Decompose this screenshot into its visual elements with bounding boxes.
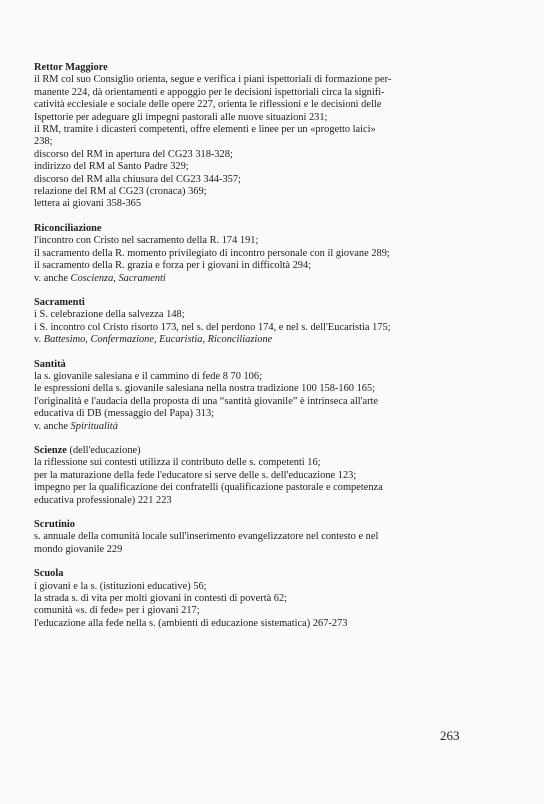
entry-line: Ispettorie per adeguare gli impegni pastorali alle nuove situazioni 231; bbox=[34, 111, 328, 123]
page-number: 263 bbox=[440, 728, 460, 743]
see-also-prefix: v. anche bbox=[34, 272, 71, 284]
index-page bbox=[34, 62, 512, 642]
index-entry-riconciliazione bbox=[34, 223, 512, 285]
entry-heading: Sacramenti bbox=[34, 296, 85, 308]
entry-line: l'incontro con Cristo nel sacramento della R. 174 191; bbox=[34, 235, 259, 247]
entry-line: 238; bbox=[34, 136, 53, 148]
entry-line: impegno per la qualificazione dei confratelli (qualificazione pastorale e competenza bbox=[34, 482, 383, 494]
entry-line: educativa professionale) 221 223 bbox=[34, 494, 172, 506]
entry-line: i giovani e la s. (istituzioni educative) 56; bbox=[34, 580, 207, 592]
entry-line: le espressioni della s. giovanile salesiana nella nostra tradizione 100 158-160 165; bbox=[34, 383, 376, 395]
index-entry-sacramenti bbox=[34, 297, 512, 347]
index-entry-rettor-maggiore bbox=[34, 62, 512, 211]
entry-heading: Scrutinio bbox=[34, 519, 75, 530]
see-also-refs: Spiritualità bbox=[70, 420, 118, 432]
entry-heading: Scienze bbox=[34, 444, 67, 456]
entry-line: discorso del RM in apertura del CG23 318-328; bbox=[34, 148, 233, 160]
entry-line: relazione del RM al CG23 (cronaca) 369; bbox=[34, 186, 207, 198]
entry-heading-qualifier: (dell'educazione) bbox=[66, 444, 141, 456]
entry-heading: Scuola bbox=[34, 568, 64, 580]
see-also-prefix: v. bbox=[34, 334, 44, 346]
entry-line: lettera ai giovani 358-365 bbox=[34, 198, 142, 210]
entry-heading: Santità bbox=[34, 358, 66, 370]
entry-heading: Rettor Maggiore bbox=[34, 62, 108, 73]
see-also-refs: Coscienza, Sacramenti bbox=[70, 272, 166, 284]
entry-line: indirizzo del RM al Santo Padre 329; bbox=[34, 161, 189, 173]
entry-line: il RM col suo Consiglio orienta, segue e verifica i piani ispettoriali di formazione per- bbox=[34, 74, 392, 86]
entry-line: per la maturazione della fede l'educatore si serve delle s. dell'educazione 123; bbox=[34, 469, 357, 481]
entry-line: l'educazione alla fede nella s. (ambienti di educazione sistematica) 267-273 bbox=[34, 617, 348, 629]
entry-line: l'originalità e l'audacia della proposta di una “santità giovanile” è intrinseca all'arte bbox=[34, 395, 379, 407]
entry-line: comunità «s. di fede» per i giovani 217; bbox=[34, 605, 200, 617]
entry-line: s. annuale della comunità locale sull'inserimento evangelizzatore nel contesto e nel bbox=[34, 531, 379, 543]
entry-line: educativa di DB (messaggio del Papa) 313; bbox=[34, 408, 215, 420]
entry-line: la s. giovanile salesiana e il cammino di fede 8 70 106; bbox=[34, 370, 262, 382]
see-also-prefix: v. anche bbox=[34, 420, 71, 432]
index-entry-scuola bbox=[34, 568, 512, 630]
index-entry-santita bbox=[34, 359, 512, 433]
entry-line: i S. celebrazione della salvezza 148; bbox=[34, 309, 185, 321]
index-entry-scrutinio bbox=[34, 519, 512, 556]
entry-line: mondo giovanile 229 bbox=[34, 543, 123, 555]
see-also-refs: Battesimo, Confermazione, Eucaristia, Riconciliazione bbox=[43, 334, 273, 346]
see-also-line bbox=[34, 334, 512, 346]
entry-line: il RM, tramite i dicasteri competenti, offre elementi e linee per un «progetto laici» bbox=[34, 124, 376, 136]
entry-line: il sacramento della R. momento privilegiato di incontro personale con il giovane 289; bbox=[34, 247, 390, 259]
entry-line: i S. incontro col Cristo risorto 173, nel s. del perdono 174, e nel s. dell'Eucaristia 175; bbox=[34, 321, 391, 333]
entry-line: discorso del RM alla chiusura del CG23 344-357; bbox=[34, 173, 241, 185]
entry-heading-row bbox=[34, 445, 512, 457]
entry-line: la strada s. di vita per molti giovani in contesti di povertà 62; bbox=[34, 593, 288, 605]
index-entry-scienze bbox=[34, 445, 512, 507]
entry-line: la riflessione sui contesti utilizza il contributo delle s. competenti 16; bbox=[34, 457, 321, 469]
entry-line: catività ecclesiale e sociale delle opere 227, orienta le riflessioni e le decisioni delle bbox=[34, 99, 382, 111]
entry-line: il sacramento della R. grazia e forza per i giovani in difficoltà 294; bbox=[34, 260, 312, 272]
entry-line: manente 224, dà orientamenti e appoggio per le decisioni ispettoriali circa la signifi- bbox=[34, 86, 385, 98]
entry-heading: Riconciliazione bbox=[34, 222, 102, 234]
see-also-line bbox=[34, 273, 512, 285]
see-also-line bbox=[34, 421, 512, 433]
